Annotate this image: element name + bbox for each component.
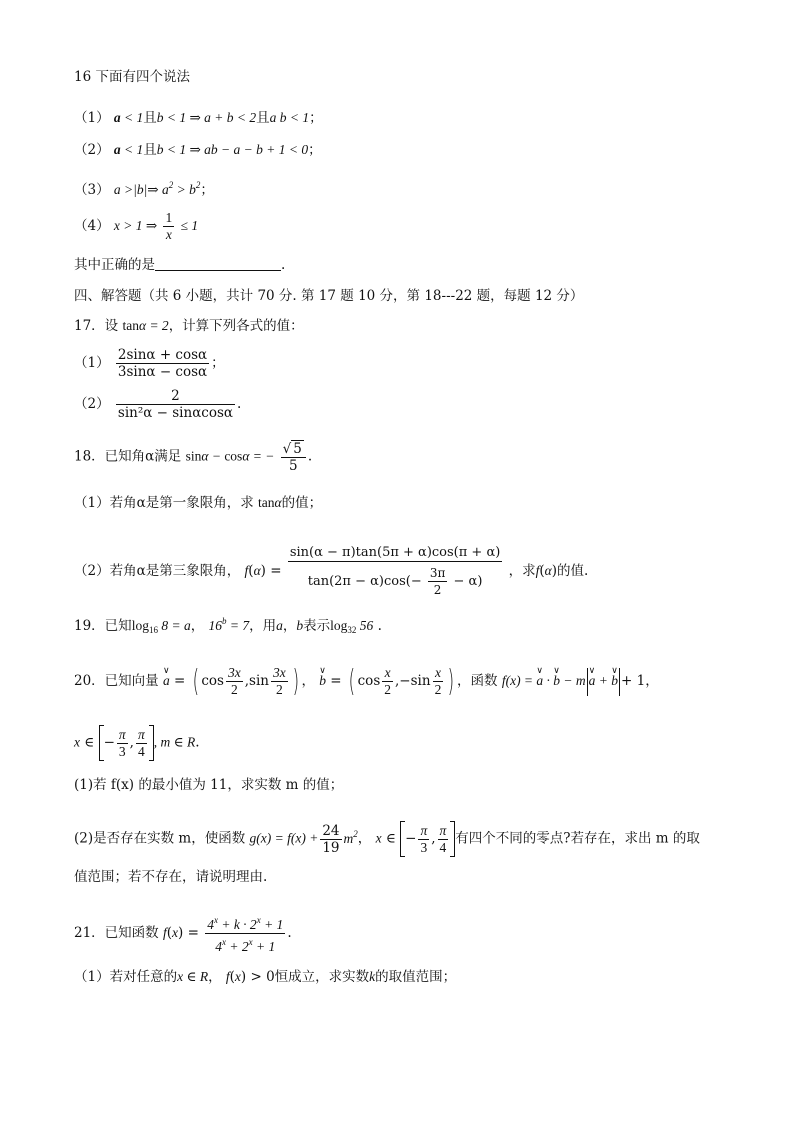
answer-blank[interactable] <box>155 257 281 271</box>
q16-item-2: （2） a < 1且b < 1 ⇒ ab − a − b + 1 < 0； <box>74 142 322 158</box>
q16-title: 16 下面有四个说法 <box>74 69 190 85</box>
q18-intro: 18．已知角α满足 sinα − cosα = − $\frac{√ 5}{5}$ . <box>74 441 313 474</box>
q16-item-4: （4） x > 1 ⇒ $\frac{1}{x}$ ≤ 1 <box>74 210 199 242</box>
q19: 19．已知$\log_{16} 8 = a$， $16^b = 7$，用a，b表示$\log_{32} 56$ . <box>74 616 382 635</box>
q17-intro: 17．设 tanα = 2，计算下列各式的值： <box>74 318 304 334</box>
q16-answer-line: 其中正确的是 . <box>74 257 286 273</box>
q20-part2: (2)是否存在实数 m，使函数 g(x) = f(x) + $\frac{24}{19}$ $m^2$， x ∈ − $\frac{\pi}{3}$ , $\frac{\pi}{4}$ 有四个不同的零点?若存在，求出 m 的取 <box>74 822 700 856</box>
q20-part2-cont: 值范围；若不存在，请说明理由. <box>74 869 268 885</box>
q20-part1: (1)若 f(x) 的最小值为 11，求实数 m 的值； <box>74 777 344 793</box>
section-heading: 四、解答题（共 6 小题，共计 70 分. 第 17 题 10 分，第 18---22 题，每题 12 分） <box>74 288 584 304</box>
q21-part1: （1）若对任意的x ∈ R， f(x) > 0恒成立，求实数k的取值范围； <box>74 969 457 985</box>
q17-part1: （1） $\frac{2\sin\alpha + \cos\alpha}{3\sin\alpha - \cos\alpha}$ ； <box>74 347 225 380</box>
q18-part2: （2）若角α是第三象限角， f(α) = sin(α − π)tan(5π + α)cos(π + α) tan(2π − α)cos(− $\frac{3\pi}{2}$ − α) ，求f(α)的值. <box>74 545 589 597</box>
q20-domain: x ∈ − $\frac{\pi}{3}$ , $\frac{\pi}{4}$ , m ∈ R. <box>74 725 200 761</box>
q16-item-3: （3） a >|b|⇒ $a^2 > b^2$； <box>74 180 214 198</box>
q17-part2: （2） $\frac{2}{\text{sin²α − sinαcosα}}$ . <box>74 388 242 421</box>
q16-item-1: （1） a < 1且b < 1 ⇒ a + b < 2且a b < 1； <box>74 110 323 126</box>
q18-part1: （1）若角α是第一象限角，求 tanα的值； <box>74 495 323 511</box>
q21-intro: 21．已知函数 f(x) = $\frac{4^x + k \cdot 2^x + 1}{4^x + 2^x + 1}$ . <box>74 912 292 955</box>
q20-intro: 20．已知向量 ∨ a = ( cos $\frac{3x}{2}$ ,sin $\frac{3x}{2}$ ) ， ∨ b = ( cos $\frac{x}{2}$ ,−sin $\frac{x}{2}$ ) ，函数 f(x) = ∨ a · ∨ b − m∨ a + ∨ b + 1， <box>74 665 659 698</box>
